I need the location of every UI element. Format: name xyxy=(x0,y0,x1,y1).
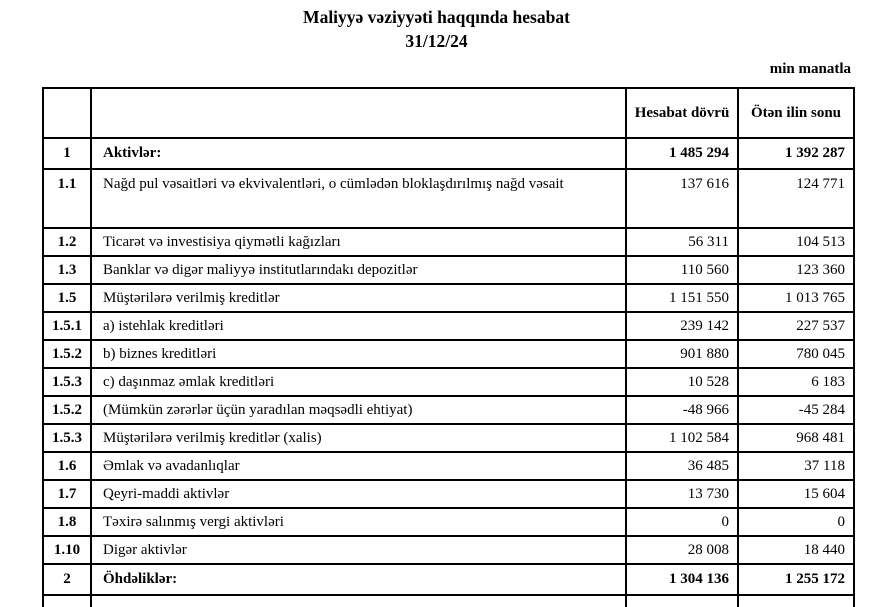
table-row xyxy=(43,169,854,228)
row-number: 1.6 xyxy=(43,452,91,480)
row-value-previous: 1 013 765 xyxy=(738,284,854,312)
row-number: 1.5.1 xyxy=(43,312,91,340)
row-label: Müştərilərə verilmiş kreditlər xyxy=(91,284,626,312)
row-label: Təxirə salınmış vergi aktivləri xyxy=(91,508,626,536)
row-value-previous: 6 183 xyxy=(738,368,854,396)
table-row xyxy=(43,284,854,312)
header-previous-period: Ötən ilin sonu xyxy=(738,88,854,138)
row-value-previous: 104 513 xyxy=(738,228,854,256)
row-value-previous: 1 255 172 xyxy=(738,564,854,595)
empty-cell xyxy=(626,595,738,607)
empty-cell xyxy=(738,595,854,607)
row-value-current: 1 304 136 xyxy=(626,564,738,595)
row-number: 1.5.3 xyxy=(43,424,91,452)
row-number: 1.2 xyxy=(43,228,91,256)
row-value-current: 901 880 xyxy=(626,340,738,368)
row-value-previous: 15 604 xyxy=(738,480,854,508)
table-row xyxy=(43,256,854,284)
header-item-label xyxy=(91,88,626,138)
row-number: 1.7 xyxy=(43,480,91,508)
row-number: 2 xyxy=(43,564,91,595)
row-value-previous: 968 481 xyxy=(738,424,854,452)
header-row-number xyxy=(43,88,91,138)
row-label: b) biznes kreditləri xyxy=(91,340,626,368)
row-value-current: 137 616 xyxy=(626,169,738,228)
header-current-period: Hesabat dövrü xyxy=(626,88,738,138)
report-header xyxy=(0,5,873,53)
row-label: Nağd pul vəsaitləri və ekvivalentləri, o cümlədən bloklaşdırılmış nağd vəsait xyxy=(91,169,626,228)
row-number: 1.8 xyxy=(43,508,91,536)
table-row xyxy=(43,138,854,169)
table-row xyxy=(43,452,854,480)
page-title: Maliyyə vəziyyəti haqqında hesabat xyxy=(303,7,570,27)
row-number: 1.5.3 xyxy=(43,368,91,396)
row-value-previous: 780 045 xyxy=(738,340,854,368)
table-row xyxy=(43,480,854,508)
report-date: 31/12/24 xyxy=(405,31,468,51)
row-value-current: 36 485 xyxy=(626,452,738,480)
table-header-row xyxy=(43,88,854,138)
row-number: 1 xyxy=(43,138,91,169)
empty-cell xyxy=(43,595,91,607)
row-value-current: 28 008 xyxy=(626,536,738,564)
row-value-current: 239 142 xyxy=(626,312,738,340)
row-label: (Mümkün zərərlər üçün yaradılan məqsədli ehtiyat) xyxy=(91,396,626,424)
table-row xyxy=(43,228,854,256)
row-label: Ticarət və investisiya qiymətli kağızları xyxy=(91,228,626,256)
row-value-current: 10 528 xyxy=(626,368,738,396)
row-value-previous: 123 360 xyxy=(738,256,854,284)
row-number: 1.10 xyxy=(43,536,91,564)
row-value-current: 56 311 xyxy=(626,228,738,256)
empty-cell xyxy=(91,595,626,607)
row-value-current: 13 730 xyxy=(626,480,738,508)
table-row-partial xyxy=(43,595,854,607)
row-label: Əmlak və avadanlıqlar xyxy=(91,452,626,480)
row-number: 1.5 xyxy=(43,284,91,312)
row-label: c) daşınmaz əmlak kreditləri xyxy=(91,368,626,396)
table-row xyxy=(43,536,854,564)
row-value-current: 1 485 294 xyxy=(626,138,738,169)
row-value-current: 1 102 584 xyxy=(626,424,738,452)
row-value-previous: 37 118 xyxy=(738,452,854,480)
row-label: Digər aktivlər xyxy=(91,536,626,564)
row-label: Aktivlər: xyxy=(91,138,626,169)
row-value-current: 1 151 550 xyxy=(626,284,738,312)
row-value-previous: 124 771 xyxy=(738,169,854,228)
row-value-previous: 18 440 xyxy=(738,536,854,564)
row-value-previous: 0 xyxy=(738,508,854,536)
table-body xyxy=(43,138,854,607)
table-row xyxy=(43,312,854,340)
row-label: a) istehlak kreditləri xyxy=(91,312,626,340)
row-label: Müştərilərə verilmiş kreditlər (xalis) xyxy=(91,424,626,452)
row-label: Qeyri-maddi aktivlər xyxy=(91,480,626,508)
row-value-current: 110 560 xyxy=(626,256,738,284)
table-row xyxy=(43,424,854,452)
row-number: 1.5.2 xyxy=(43,396,91,424)
row-value-current: 0 xyxy=(626,508,738,536)
row-value-previous: -45 284 xyxy=(738,396,854,424)
financial-position-table xyxy=(42,87,855,607)
table-row xyxy=(43,564,854,595)
row-value-current: -48 966 xyxy=(626,396,738,424)
table-row xyxy=(43,508,854,536)
row-label: Banklar və digər maliyyə institutlarındakı depozitlər xyxy=(91,256,626,284)
table-row xyxy=(43,396,854,424)
row-value-previous: 227 537 xyxy=(738,312,854,340)
row-number: 1.3 xyxy=(43,256,91,284)
table-row xyxy=(43,340,854,368)
row-value-previous: 1 392 287 xyxy=(738,138,854,169)
row-number: 1.5.2 xyxy=(43,340,91,368)
table-row xyxy=(43,368,854,396)
row-label: Öhdəliklər: xyxy=(91,564,626,595)
unit-note: min manatla xyxy=(769,61,851,77)
row-number: 1.1 xyxy=(43,169,91,228)
